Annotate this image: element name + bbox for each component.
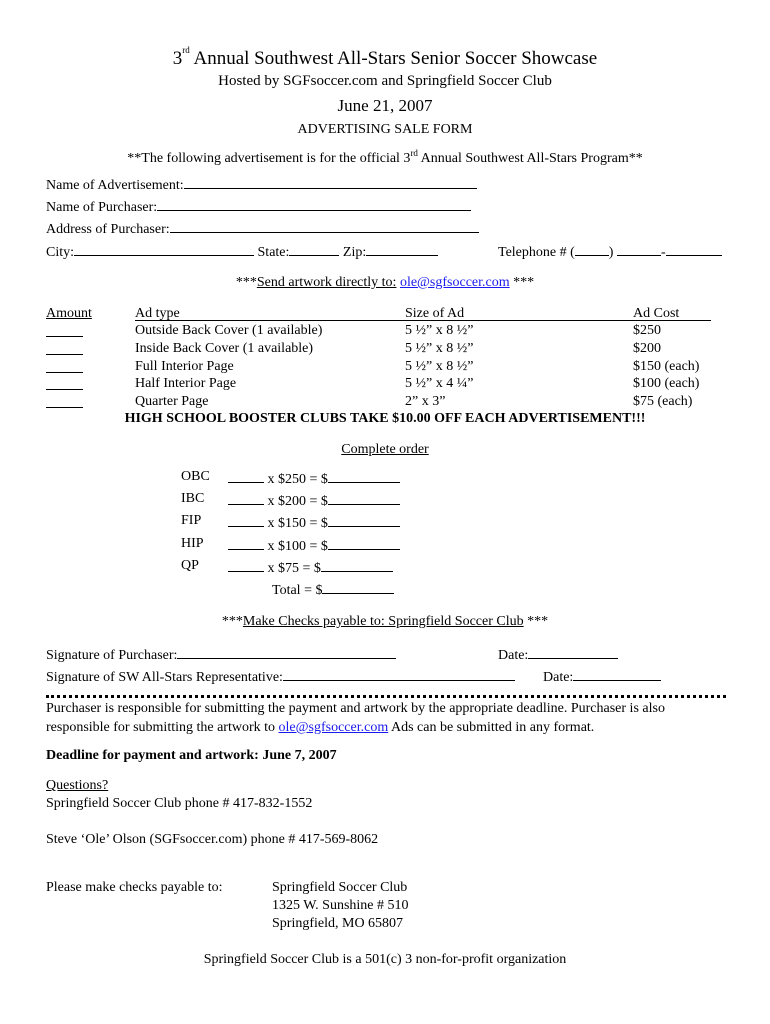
payable-city: Springfield, MO 65807 [272,916,404,931]
ad-cost: $150 (each) [633,359,700,374]
responsibility-line-2: responsible for submitting the artwork to ole@sgfsoccer.com Ads can be submitted in any format. [46,720,595,735]
artwork-email-link[interactable]: ole@sgfsoccer.com [399,275,510,290]
col-header-ad-type: Ad type [135,307,405,325]
field-telephone[interactable]: Telephone # ( ) - [498,243,722,260]
field-name-of-ad[interactable]: Name of Advertisement: [46,176,477,193]
deadline: Deadline for payment and artwork: June 7, 2007 [46,748,337,763]
ad-type: Full Interior Page [135,359,234,374]
footer-nonprofit: Springfield Soccer Club is a 501(c) 3 non-for-profit organization [203,952,567,967]
form-name: ADVERTISING SALE FORM [297,122,473,137]
order-code: OBC [181,469,210,484]
representative-signature-field[interactable]: Signature of SW All-Stars Representative: [46,668,515,685]
ad-type: Inside Back Cover (1 available) [135,341,314,356]
complete-order-title: Complete order [341,442,429,457]
payable-name: Springfield Soccer Club [272,880,408,895]
order-line[interactable]: x $250 = $ [228,470,400,487]
page-title: 3rd Annual Southwest All-Stars Senior Soccer Showcase [172,45,598,69]
ad-size: 5 ½” x 8 ½” [405,359,474,374]
ad-type: Half Interior Page [135,376,237,391]
ad-cost: $75 (each) [633,394,693,409]
booster-note: HIGH SCHOOL BOOSTER CLUBS TAKE $10.00 OFF EACH ADVERTISEMENT!!! [124,411,646,426]
order-line[interactable]: x $100 = $ [228,537,400,554]
ad-type: Outside Back Cover (1 available) [135,323,323,338]
artwork-instruction: ***Send artwork directly to: ole@sgfsoccer.com *** [235,275,535,290]
checks-payable-notice: ***Make Checks payable to: Springfield Soccer Club *** [221,614,549,629]
amount-blank[interactable] [46,324,83,341]
ad-type: Quarter Page [135,394,209,409]
club-phone: Springfield Soccer Club phone # 417-832-1552 [46,796,313,811]
purchaser-signature-field[interactable]: Signature of Purchaser: [46,646,396,663]
ad-size: 5 ½” x 4 ¼” [405,376,474,391]
order-total[interactable]: Total = $ [272,581,394,598]
purchaser-date-field[interactable]: Date: [498,646,618,663]
ad-cost: $200 [633,341,661,356]
dotted-divider [46,695,726,698]
amount-blank[interactable] [46,377,83,394]
col-header-size: Size of Ad [405,307,633,325]
order-line[interactable]: x $150 = $ [228,514,400,531]
field-address[interactable]: Address of Purchaser: [46,220,479,237]
amount-blank[interactable] [46,395,83,412]
ad-size: 5 ½” x 8 ½” [405,323,474,338]
order-line[interactable]: x $200 = $ [228,492,400,509]
order-code: FIP [181,513,202,528]
order-code: HIP [181,536,204,551]
questions-label: Questions? [46,778,109,793]
order-code: IBC [181,491,205,506]
field-city-state-zip[interactable]: City: State: Zip: [46,243,438,260]
responsibility-line-1: Purchaser is responsible for submitting the payment and artwork by the appropriate deadline. Purchaser is also [46,701,665,716]
amount-blank[interactable] [46,342,83,359]
program-notice: **The following advertisement is for the official 3rd Annual Southwest All-Stars Program** [127,148,643,166]
order-line[interactable]: x $75 = $ [228,559,393,576]
field-name-of-purchaser[interactable]: Name of Purchaser: [46,198,471,215]
ad-size: 5 ½” x 8 ½” [405,341,474,356]
ad-size: 2” x 3” [405,394,446,409]
steve-phone: Steve ‘Ole’ Olson (SGFsoccer.com) phone # 417-569-8062 [46,832,379,847]
col-header-amount: Amount [46,306,92,321]
ad-cost: $250 [633,323,661,338]
payable-street: 1325 W. Sunshine # 510 [272,898,409,913]
representative-date-field[interactable]: Date: [543,668,661,685]
ad-cost: $100 (each) [633,376,700,391]
payable-label: Please make checks payable to: [46,880,223,895]
col-header-cost: Ad Cost [633,307,711,325]
hosted-by: Hosted by SGFsoccer.com and Springfield Soccer Club [218,73,552,89]
amount-blank[interactable] [46,360,83,377]
event-date: June 21, 2007 [337,96,433,115]
submission-email-link[interactable]: ole@sgfsoccer.com [278,720,389,735]
order-code: QP [181,558,199,573]
